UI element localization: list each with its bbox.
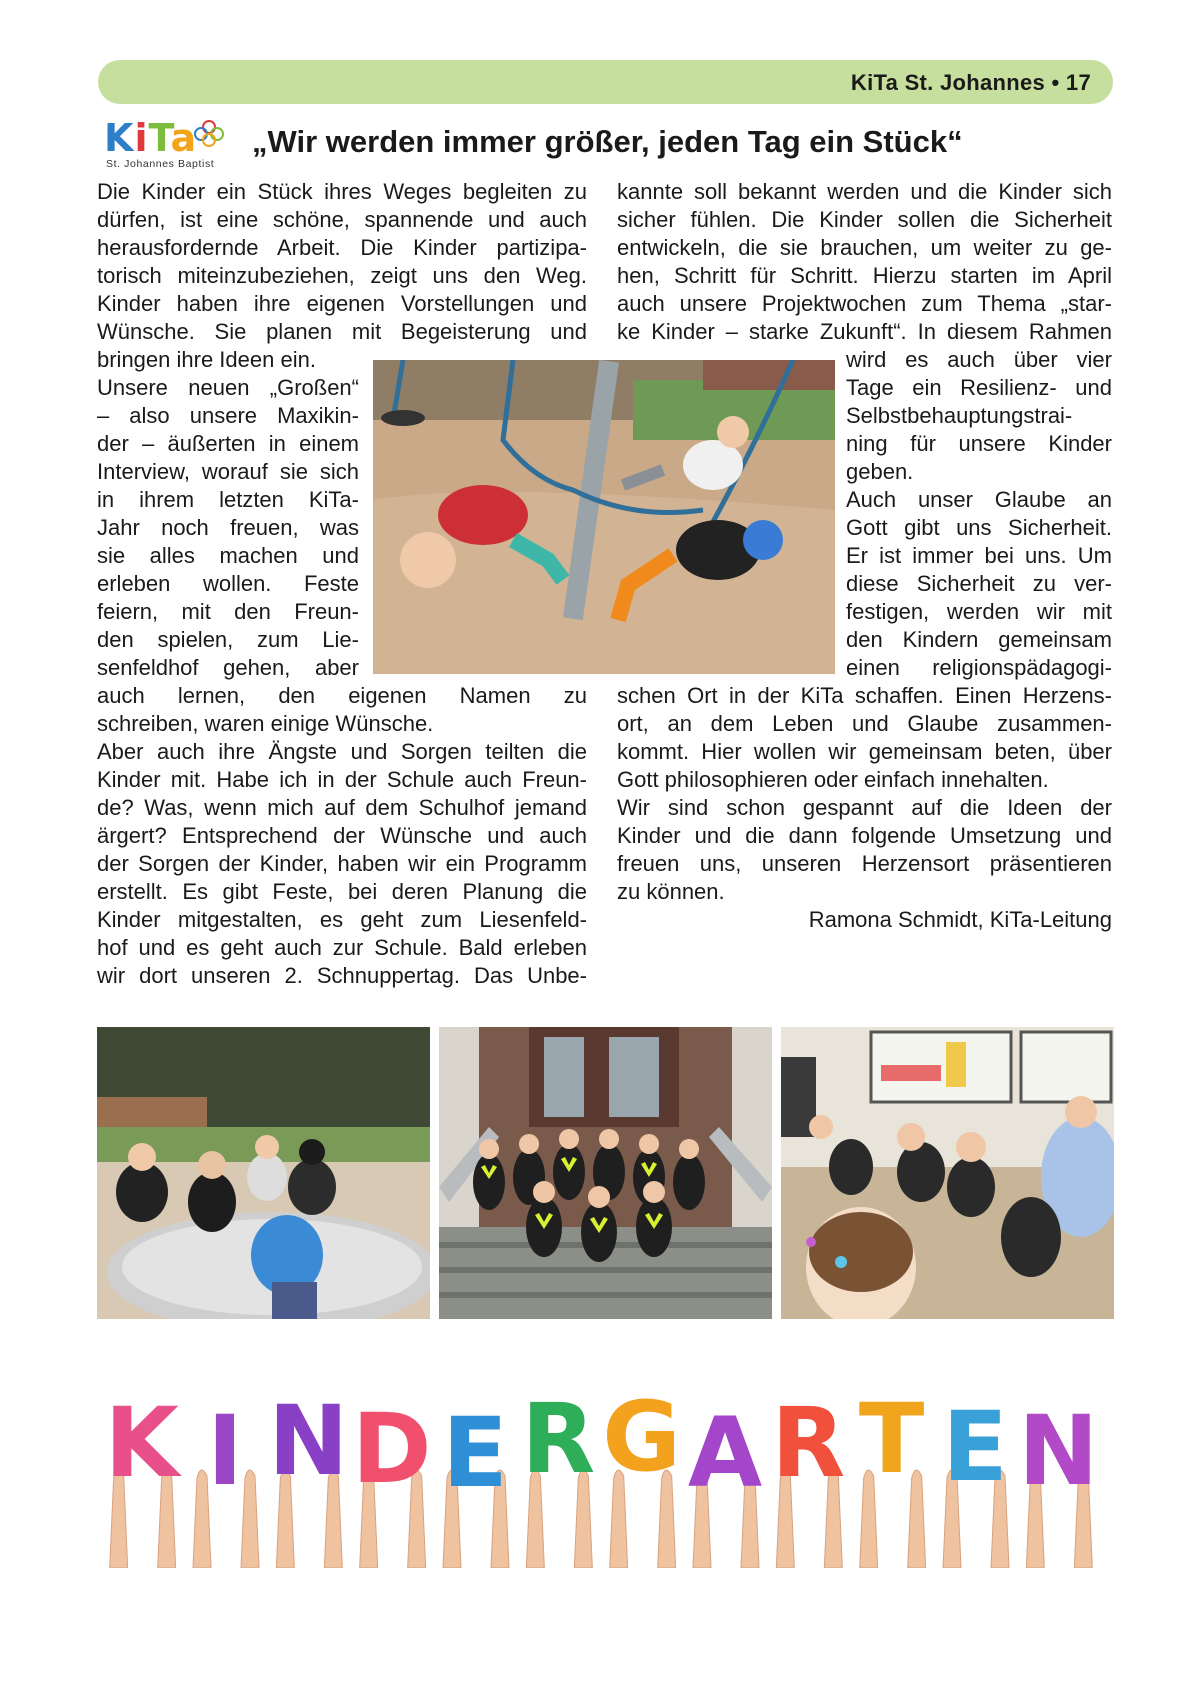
text-line: erleben wollen. Feste [97,571,359,596]
text-line: geben. [846,459,914,484]
banner-letter: T [858,1383,925,1495]
text-line: erstellt. Es gibt Feste, bei deren Planung die [97,879,587,904]
text-line: der – äußerten in einem [97,431,359,456]
banner-letter: D [351,1393,432,1505]
text-line: Selbstbehauptungstrai- [846,403,1073,428]
text-line: Tage ein Resilienz- und [846,375,1112,400]
text-line: hof und es geht auch zur Schule. Bald erleben [97,935,587,960]
text-line: einen religionspädagogi- [846,655,1112,680]
text-line: – also unsere Maxikin- [97,403,359,428]
banner-letter: G [602,1381,682,1493]
text-line: Wünsche. Sie planen mit Begeisterung und [97,319,587,344]
text-line: Auch unser Glaube an [846,487,1112,512]
section-title: KiTa St. Johannes • 17 [850,70,1091,95]
text-line: torisch miteinzubeziehen, zeigt uns den Weg. [97,263,587,288]
text-line: den spielen, zum Lie- [97,627,359,652]
text-line: Interview, worauf sie sich [97,459,359,484]
text-line: den Kindern gemeinsam [846,627,1112,652]
text-line: schreiben, waren einige Wünsche. [97,711,434,736]
left-column-narrow [97,374,359,682]
photo-children-on-disc [97,1027,430,1319]
text-line: ort, an dem Leben und Glaube zusammen- [617,711,1112,736]
text-line: festigen, werden wir mit [846,599,1112,624]
text-line: freuen uns, unseren Herzensort präsentieren [617,851,1112,876]
text-line: Gott gibt uns Sicherheit. [846,515,1112,540]
text-line: herausfordernde Arbeit. Die Kinder partizipa- [97,235,587,260]
text-line: Jahr noch freuen, was [97,515,359,540]
text-line: ärgert? Entsprechend der Wünsche und auch [97,823,587,848]
text-line: Kinder mit. Habe ich in der Schule auch Freun- [97,767,587,792]
flower-icon [192,118,226,152]
text-line: feiern, mit den Freun- [97,599,359,624]
text-line: wir dort unseren 2. Schnuppertag. Das Unbe- [97,963,587,988]
text-line: entwickeln, die sie brauchen, um weiter zu ge- [617,235,1112,260]
banner-letter: R [521,1383,596,1495]
text-line: dürfen, ist eine schöne, spannende und auch [97,207,587,232]
left-column-bottom [97,682,587,990]
text-line: ke Kinder – starke Zukunft“. In diesem Rahmen [617,319,1112,344]
left-column-top [97,178,587,374]
photo-playground-swings [373,360,835,674]
text-line: de? Was, wenn mich auf dem Schulhof jemand [97,795,587,820]
photo-children-on-school-steps [439,1027,772,1319]
text-line: Unsere neuen „Großen“ [97,375,359,400]
banner-letter: E [942,1391,1008,1503]
photo-classroom [781,1027,1114,1319]
text-line: Wir sind schon gespannt auf die Ideen der [617,795,1112,820]
text-line: Kinder mitgestalten, es geht zum Liesenfeld- [97,907,587,932]
text-line: Aber auch ihre Ängste und Sorgen teilten die [97,739,587,764]
text-line: in ihrem letzten KiTa- [97,487,359,512]
text-line: sie alles machen und [97,543,359,568]
right-column-bottom [617,682,1112,934]
text-line: kommt. Hier wollen wir gemeinsam beten, über [617,739,1112,764]
kita-logo [104,116,228,172]
logo-subtitle: St. Johannes Baptist [106,158,215,170]
text-line: auch lernen, den eigenen Namen zu [97,683,587,708]
text-line: sicher fühlen. Die Kinder sollen die Sicherheit [617,207,1112,232]
hand-shape [241,1470,259,1568]
article-headline: „Wir werden immer größer, jeden Tag ein Stück“ [252,124,963,159]
logo-wordmark: KiTa [104,116,198,160]
text-line: der Sorgen der Kinder, haben wir ein Programm [97,851,587,876]
signature: Ramona Schmidt, KiTa-Leitung [808,907,1112,932]
text-line: Kinder und die dann folgende Umsetzung und [617,823,1112,848]
right-column-top [617,178,1112,346]
text-line: ning für unsere Kinder [846,431,1112,456]
text-line: kannte soll bekannt werden und die Kinder sich [617,179,1112,204]
banner-letter: E [442,1397,508,1509]
banner-letter: N [1018,1395,1099,1507]
banner-letter: A [687,1397,763,1509]
text-line: diese Sicherheit zu ver- [846,571,1112,596]
banner-letter: R [771,1387,846,1499]
banner-letter: I [207,1395,243,1507]
text-line: auch unsere Projektwochen zum Thema „star- [617,291,1112,316]
text-line: Er ist immer bei uns. Um [846,543,1112,568]
banner-letter: K [104,1387,179,1499]
header-bar [98,60,1113,104]
text-line: schen Ort in der KiTa schaffen. Einen Herzens- [617,683,1112,708]
text-line: senfeldhof gehen, aber [97,655,359,680]
text-line: hen, Schritt für Schritt. Hierzu starten im April [617,263,1112,288]
text-line: Die Kinder ein Stück ihres Weges begleiten zu [97,179,587,204]
right-column-narrow [846,346,1112,682]
banner-letter: N [268,1385,349,1497]
text-line: zu können. [617,879,725,904]
text-line: Kinder haben ihre eigenen Vorstellungen und [97,291,587,316]
text-line: bringen ihre Ideen ein. [97,347,316,372]
kindergarten-letters-banner [100,1368,1100,1568]
text-line: wird es auch über vier [846,347,1112,372]
text-line: Gott philosophieren oder einfach innehalten. [617,767,1049,792]
